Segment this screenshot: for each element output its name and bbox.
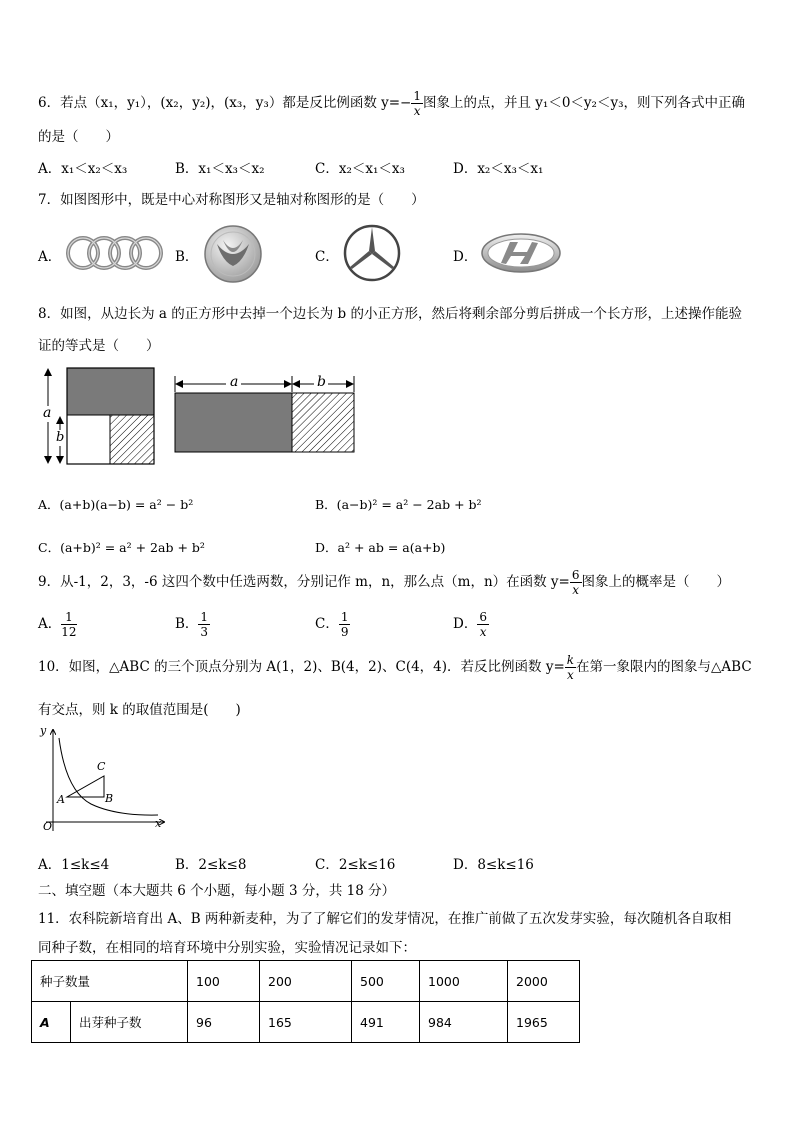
q9-option-d-label: D．	[453, 616, 478, 632]
q10-label-a: A	[57, 793, 65, 806]
q9-frac-den: x	[572, 583, 580, 597]
q10-frac-num: k	[566, 653, 575, 667]
q7-option-a-label: A．	[38, 249, 62, 265]
q8-fig-label-a-left: a	[43, 405, 52, 421]
q8-fig-label-b-left: b	[56, 430, 65, 445]
q11-header-value: 100	[188, 961, 260, 1002]
q6-stem-suffix: 图象上的点，并且 y₁＜0＜y₂＜y₃，则下列各式中正确	[423, 95, 746, 111]
q10-fraction	[565, 653, 576, 682]
q11-table	[31, 960, 580, 1043]
q11-row-value: 96	[188, 1002, 260, 1043]
q11-row-label: 出芽种子数	[71, 1002, 188, 1043]
q9-option-d-frac	[477, 610, 489, 639]
q10-label-x: x	[155, 817, 162, 830]
three-point-star-logo	[342, 223, 402, 283]
q9-option-b-num: 1	[200, 610, 209, 624]
q10-label-b: B	[105, 792, 114, 805]
q11-row-value: 165	[260, 1002, 352, 1043]
q10-label-y: y	[40, 724, 47, 737]
section2-heading: 二、填空题（本大题共 6 个小题，每小题 3 分，共 18 分）	[38, 883, 396, 899]
q9-frac-num: 6	[571, 568, 580, 582]
q9-option-b-label: B．	[175, 616, 199, 632]
q10-label-o: O	[43, 820, 53, 833]
q6-option-d: D．x₂＜x₃＜x₁	[453, 161, 544, 177]
q10-graph	[36, 726, 170, 836]
q11-header-value: 200	[260, 961, 352, 1002]
q8-option-c: C．(a+b)² = a² + 2ab + b²	[38, 540, 205, 555]
q6-option-a: A．x₁＜x₂＜x₃	[38, 161, 128, 177]
q9-stem-text: 9．从-1，2，3，-6 这四个数中任选两数，分别记作 m，n，那么点（m，n）在函数 y=	[38, 574, 570, 590]
q11-row-value: 1965	[508, 1002, 580, 1043]
q9-stem-suffix: 图象上的概率是（ ）	[581, 574, 731, 590]
q10-frac-den: x	[567, 668, 574, 682]
q6-stem-text: 6．若点（x₁，y₁），(x₂，y₂)，(x₃，y₃）都是反比例函数 y=−	[38, 95, 412, 111]
q8-fig-label-a-top: a	[230, 374, 239, 390]
q7-option-b-label: B．	[175, 249, 199, 265]
q10-stem-line2: 有交点，则 k 的取值范围是( )	[38, 702, 241, 718]
q8-figure	[38, 362, 363, 472]
q9-option-a-frac	[61, 610, 76, 639]
q10-stem-suffix: 在第一象限内的图象与△ABC	[576, 659, 752, 675]
q6-frac-num: 1	[413, 89, 422, 103]
q9-option-a-label: A．	[38, 616, 62, 632]
q7-option-d-label: D．	[453, 249, 478, 265]
q11-header-value: 500	[352, 961, 420, 1002]
q9-option-a-den: 12	[61, 625, 77, 639]
q9-option-a-num: 1	[61, 610, 76, 625]
q6-option-c: C．x₂＜x₁＜x₃	[315, 161, 405, 177]
q6-frac-den: x	[413, 104, 421, 118]
q9-fraction	[570, 568, 582, 597]
q9-option-c-label: C．	[315, 616, 339, 632]
q11-header-value: 1000	[420, 961, 508, 1002]
q10-option-c: C．2≤k≤16	[315, 857, 396, 873]
q9-option-c-num: 1	[340, 610, 349, 624]
q9-option-d	[453, 610, 489, 639]
q9-option-c	[315, 610, 350, 639]
q8-option-d: D．a² + ab = a(a+b)	[315, 540, 446, 555]
q10-stem-text: 10．如图，△ABC 的三个顶点分别为 A(1，2)、B(4，2)、C(4，4)．若反比例函数 y=	[38, 659, 565, 675]
q10-option-d: D．8≤k≤16	[453, 857, 534, 873]
q8-stem-line2: 证的等式是（ ）	[38, 338, 160, 354]
q9-option-a	[38, 610, 77, 639]
q8-fig-label-b-top: b	[317, 374, 326, 390]
q11-header-value: 2000	[508, 961, 580, 1002]
q8-stem-line1: 8．如图，从边长为 a 的正方形中去掉一个边长为 b 的小正方形，然后将剩余部分剪后拼成一个长方形，上述操作能验	[38, 306, 742, 322]
table-row	[32, 1002, 580, 1043]
q11-stem-line2: 同种子数，在相同的培育环境中分别实验，实验情况记录如下：	[38, 940, 416, 956]
q11-row-group: A	[32, 1002, 71, 1043]
q6-fraction	[411, 89, 423, 118]
q9-option-c-frac	[339, 610, 351, 639]
q6-option-b: B．x₁＜x₃＜x₂	[175, 161, 265, 177]
q8-option-b: B．(a−b)² = a² − 2ab + b²	[315, 497, 482, 512]
q7-stem: 7．如图图形中，既是中心对称图形又是轴对称图形的是（ ）	[38, 192, 425, 208]
q10-label-c: C	[97, 760, 106, 773]
dongfeng-logo	[203, 224, 263, 284]
q11-row-value: 491	[352, 1002, 420, 1043]
q9-stem	[38, 568, 730, 597]
q11-header-label: 种子数量	[32, 961, 188, 1002]
q9-option-d-num: 6	[479, 610, 487, 624]
h-oval-logo	[480, 232, 562, 274]
q9-option-b	[175, 610, 210, 639]
q10-option-a: A．1≤k≤4	[38, 857, 110, 873]
q9-option-b-den: 3	[200, 625, 209, 639]
q9-option-b-frac	[198, 610, 210, 639]
q7-option-c-label: C．	[315, 249, 339, 265]
q6-stem-line1	[38, 89, 745, 118]
q6-stem-line2: 的是（ ）	[38, 129, 119, 145]
q8-option-a: A．(a+b)(a−b) = a² − b²	[38, 497, 194, 512]
q10-stem-line1	[38, 653, 752, 682]
q9-option-d-den: x	[479, 625, 487, 639]
q11-row-value: 984	[420, 1002, 508, 1043]
four-rings-logo	[64, 233, 166, 273]
q9-option-c-den: 9	[340, 625, 349, 639]
q10-option-b: B．2≤k≤8	[175, 857, 247, 873]
table-row	[32, 961, 580, 1002]
q11-stem-line1: 11．农科院新培育出 A、B 两种新麦种，为了了解它们的发芽情况，在推广前做了五次发芽实验，每次随机各自取相	[38, 911, 732, 927]
